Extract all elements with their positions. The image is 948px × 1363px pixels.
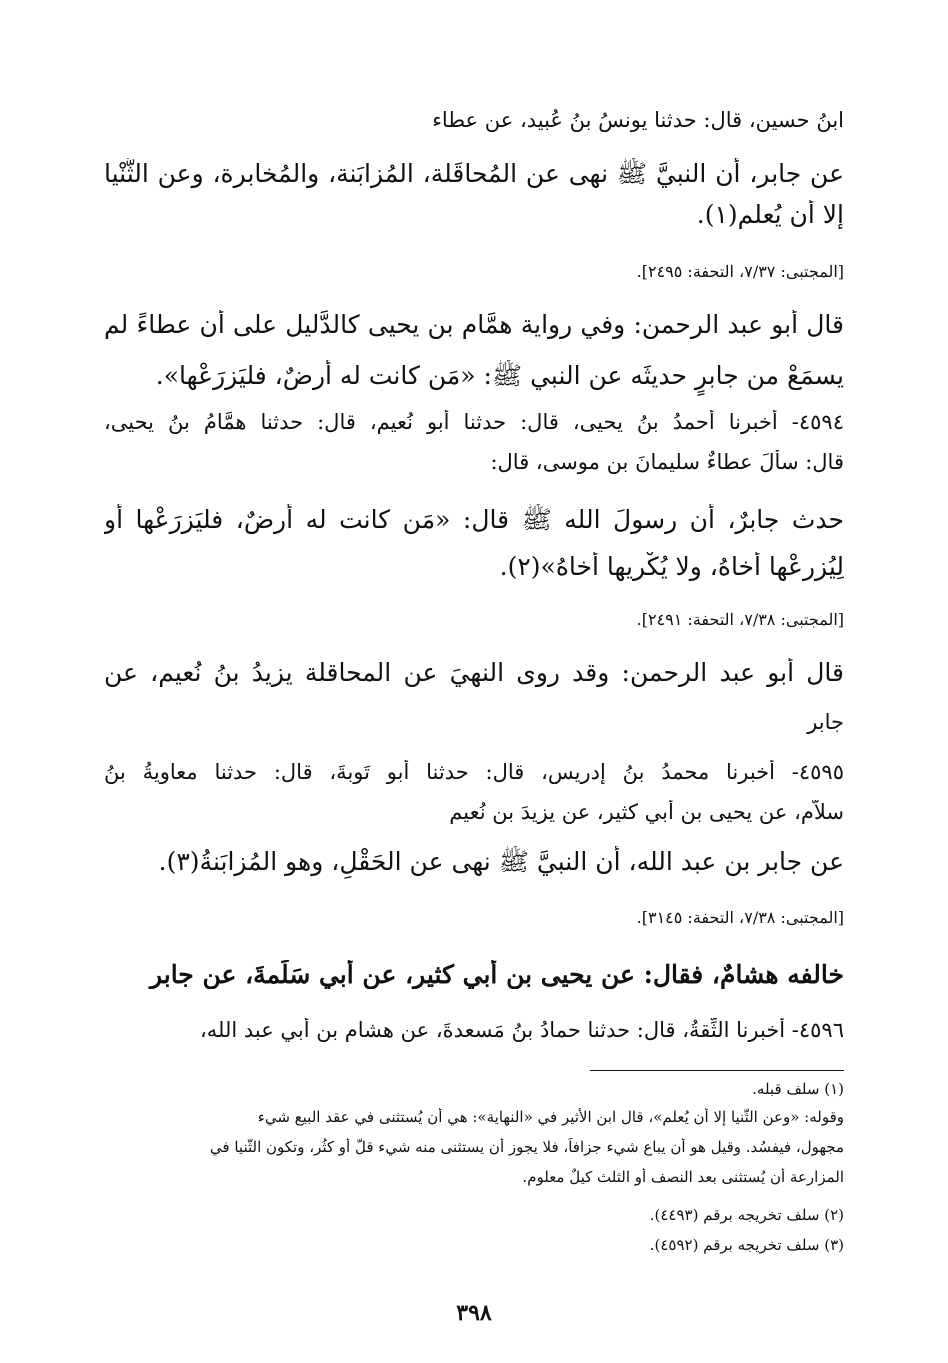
hadith-text-line: لِيُزرِعْها أخاهُ، ولا يُكْرِيها أخاهُ»(٢). — [499, 552, 844, 581]
reference-line: [المجتبى: ٧/٣٨، التحفة: ٢٤٩١]. — [636, 610, 844, 629]
hadith-text-line: عن جابر بن عبد الله، أن النبيَّ ﷺ نهى عن الحَقْلِ، وهو المُزابَنةُ(٣). — [158, 847, 844, 876]
isnad-line: ٤٥٩٥- أخبرنا محمدُ بنُ إدريس، قال: حدثنا أبو تَوبةَ، قال: حدثنا معاويةُ بنُ — [104, 760, 844, 784]
hadith-text-line: إلا أن يُعلم(١). — [696, 200, 844, 229]
commentary-line: قال أبو عبد الرحمن: وقد روى النهيَ عن المحاقلة يزيدُ بنُ نُعيم، عن — [104, 658, 844, 687]
isnad-line: سلاَّم، عن يحيى بن أبي كثير، عن يزيدَ بن نُعيم — [449, 800, 844, 824]
isnad-line: ٤٥٩٦- أخبرنا الثِّقةُ، قال: حدثنا حمادُ بنُ مَسعدةَ، عن هشام بن أبي عبد الله، — [199, 1018, 844, 1042]
hadith-text-line: عن جابر، أن النبيَّ ﷺ نهى عن المُحاقَلة، المُزابَنة، والمُخابرة، وعن الثُّنْيا — [104, 159, 844, 188]
footnote-line: (٣) سلف تخريجه برقم (٤٥٩٢). — [649, 1236, 844, 1254]
footnote-separator — [590, 1070, 844, 1071]
footnote-line: (١) سلف قبله. — [752, 1080, 844, 1098]
footnote-line: المزارعة أن يُستثنى بعد النصف أو الثلث كيلٌ معلوم. — [522, 1168, 844, 1186]
reference-line: [المجتبى: ٧/٣٧، التحفة: ٢٤٩٥]. — [636, 262, 844, 281]
footnote-line: (٢) سلف تخريجه برقم (٤٤٩٣). — [649, 1206, 844, 1224]
hadith-text-line: حدث جابرٌ، أن رسولَ الله ﷺ قال: «مَن كانت له أرضٌ، فليَزرَعْها أو — [104, 505, 844, 534]
isnad-line: قال: سألَ عطاءٌ سليمانَ بن موسى، قال: — [490, 450, 844, 474]
commentary-line: جابر — [807, 710, 844, 734]
isnad-line: ابنُ حسين، قال: حدثنا يونسُ بنُ عُبيد، عن عطاء — [432, 108, 844, 132]
section-heading: خالفه هشامٌ، فقال: عن يحيى بن أبي كثير، عن أبي سَلَمةَ، عن جابر — [149, 960, 844, 989]
footnote-line: مجهول، فيفسُد. وقيل هو أن يباع شيء جزافاً، فلا يجوز أن يستثنى منه شيء قلَّ أو كثُر، وتكون الثُّنيا في — [209, 1138, 844, 1156]
page-number: ٣٩٨ — [456, 1300, 492, 1326]
isnad-line: ٤٥٩٤- أخبرنا أحمدُ بنُ يحيى، قال: حدثنا أبو نُعيم، قال: حدثنا همَّامُ بنُ يحيى، — [104, 410, 844, 434]
footnote-line: وقوله: «وعن الثُّنيا إلا أن يُعلم»، قال ابن الأثير في «النهاية»: هي أن يُستثنى في عقد البيع شيء — [257, 1108, 844, 1126]
commentary-line: قال أبو عبد الرحمن: وفي رواية همَّام بن يحيى كالدَّليل على أن عطاءً لم — [104, 310, 844, 339]
commentary-line: يسمَعْ من جابرٍ حديثَه عن النبي ﷺ: «مَن كانت له أرضٌ، فليَزرَعْها». — [155, 361, 844, 390]
reference-line: [المجتبى: ٧/٣٨، التحفة: ٣١٤٥]. — [636, 908, 844, 927]
